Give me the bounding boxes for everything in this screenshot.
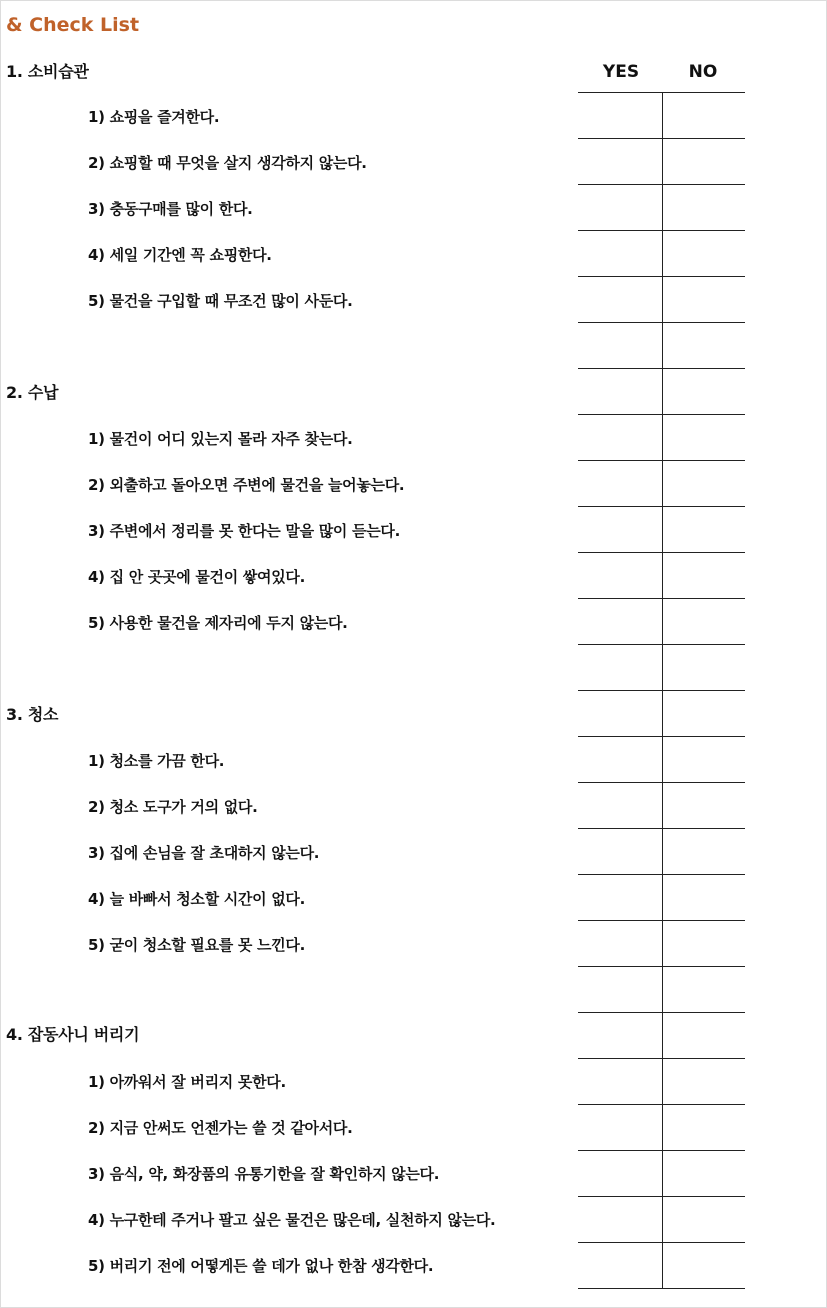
no-checkbox-cell[interactable] (662, 139, 746, 185)
checklist-item: 4) 늘 바빠서 청소할 시간이 없다. (88, 890, 305, 908)
answer-row (578, 92, 745, 139)
yes-checkbox-cell[interactable] (578, 1059, 661, 1105)
answer-row (578, 828, 745, 875)
answer-row (578, 874, 745, 921)
checklist-item: 1) 아까워서 잘 버리지 못한다. (88, 1073, 286, 1091)
yes-checkbox-cell[interactable] (578, 875, 661, 921)
no-column-header: NO (688, 62, 718, 82)
no-checkbox-cell[interactable] (662, 1151, 746, 1197)
page-title: & Check List (6, 14, 140, 36)
yes-checkbox-cell[interactable] (578, 1151, 661, 1197)
yes-checkbox-cell[interactable] (578, 461, 661, 507)
answer-row (578, 552, 745, 599)
no-checkbox-cell[interactable] (662, 185, 746, 231)
no-checkbox-cell[interactable] (662, 1059, 746, 1105)
answer-row (578, 414, 745, 461)
yes-checkbox-cell[interactable] (578, 93, 661, 139)
no-checkbox-cell[interactable] (662, 231, 746, 277)
checklist-item: 3) 집에 손님을 잘 초대하지 않는다. (88, 844, 320, 862)
checklist-item: 5) 버리기 전에 어떻게든 쓸 데가 없나 한참 생각한다. (88, 1257, 434, 1275)
yes-checkbox-cell[interactable] (578, 737, 661, 783)
answer-row (578, 138, 745, 185)
answer-row (578, 460, 745, 507)
checklist-item: 4) 누구한테 주거나 팔고 싶은 물건은 많은데, 실천하지 않는다. (88, 1211, 496, 1229)
no-checkbox-cell[interactable] (662, 1243, 746, 1289)
answer-row (578, 644, 745, 691)
answer-row (578, 1058, 745, 1105)
yes-column-header: YES (602, 62, 640, 82)
section-heading: 3. 청소 (6, 705, 59, 724)
no-checkbox-cell[interactable] (662, 507, 746, 553)
no-checkbox-cell[interactable] (662, 415, 746, 461)
no-checkbox-cell[interactable] (662, 1105, 746, 1151)
yes-checkbox-cell[interactable] (578, 645, 661, 691)
no-checkbox-cell[interactable] (662, 1013, 746, 1059)
no-checkbox-cell[interactable] (662, 875, 746, 921)
no-checkbox-cell[interactable] (662, 645, 746, 691)
checklist-item: 2) 쇼핑할 때 무엇을 살지 생각하지 않는다. (88, 154, 367, 172)
yes-checkbox-cell[interactable] (578, 1105, 661, 1151)
no-checkbox-cell[interactable] (662, 553, 746, 599)
answer-row (578, 230, 745, 277)
yes-checkbox-cell[interactable] (578, 1243, 661, 1289)
checklist-item: 4) 집 안 곳곳에 물건이 쌓여있다. (88, 568, 305, 586)
grid-bottom-border (578, 1288, 745, 1289)
checklist-item: 4) 세일 기간엔 꼭 쇼핑한다. (88, 246, 272, 264)
yes-checkbox-cell[interactable] (578, 1013, 661, 1059)
checklist-item: 5) 사용한 물건을 제자리에 두지 않는다. (88, 614, 348, 632)
answer-row (578, 276, 745, 323)
yes-checkbox-cell[interactable] (578, 277, 661, 323)
checklist-item: 5) 굳이 청소할 필요를 못 느낀다. (88, 936, 305, 954)
no-checkbox-cell[interactable] (662, 783, 746, 829)
checklist-item: 2) 외출하고 돌아오면 주변에 물건을 늘어놓는다. (88, 476, 405, 494)
yes-checkbox-cell[interactable] (578, 599, 661, 645)
answer-row (578, 736, 745, 783)
checklist-item: 2) 청소 도구가 거의 없다. (88, 798, 258, 816)
yes-checkbox-cell[interactable] (578, 921, 661, 967)
no-checkbox-cell[interactable] (662, 369, 746, 415)
section-heading: 1. 소비습관 (6, 62, 89, 81)
yes-checkbox-cell[interactable] (578, 369, 661, 415)
no-checkbox-cell[interactable] (662, 921, 746, 967)
yes-checkbox-cell[interactable] (578, 553, 661, 599)
checklist-item: 3) 음식, 약, 화장품의 유통기한을 잘 확인하지 않는다. (88, 1165, 440, 1183)
answer-row (578, 1196, 745, 1243)
answer-row (578, 920, 745, 967)
answer-row (578, 1242, 745, 1289)
answer-row (578, 1012, 745, 1059)
section-heading: 2. 수납 (6, 383, 59, 402)
yes-checkbox-cell[interactable] (578, 323, 661, 369)
no-checkbox-cell[interactable] (662, 599, 746, 645)
no-checkbox-cell[interactable] (662, 461, 746, 507)
answer-row (578, 322, 745, 369)
no-checkbox-cell[interactable] (662, 1197, 746, 1243)
answer-row (578, 506, 745, 553)
yes-checkbox-cell[interactable] (578, 139, 661, 185)
checklist-item: 5) 물건을 구입할 때 무조건 많이 사둔다. (88, 292, 353, 310)
answer-row (578, 368, 745, 415)
yes-checkbox-cell[interactable] (578, 1197, 661, 1243)
no-checkbox-cell[interactable] (662, 967, 746, 1013)
yes-checkbox-cell[interactable] (578, 967, 661, 1013)
yes-checkbox-cell[interactable] (578, 691, 661, 737)
no-checkbox-cell[interactable] (662, 277, 746, 323)
yes-checkbox-cell[interactable] (578, 507, 661, 553)
answer-row (578, 1150, 745, 1197)
yes-checkbox-cell[interactable] (578, 829, 661, 875)
answer-row (578, 1104, 745, 1151)
yes-checkbox-cell[interactable] (578, 231, 661, 277)
yes-checkbox-cell[interactable] (578, 783, 661, 829)
no-checkbox-cell[interactable] (662, 691, 746, 737)
answer-row (578, 598, 745, 645)
answer-row (578, 782, 745, 829)
checklist-item: 3) 충동구매를 많이 한다. (88, 200, 253, 218)
no-checkbox-cell[interactable] (662, 323, 746, 369)
section-heading: 4. 잡동사니 버리기 (6, 1025, 140, 1044)
no-checkbox-cell[interactable] (662, 737, 746, 783)
checklist-item: 3) 주변에서 정리를 못 한다는 말을 많이 듣는다. (88, 522, 400, 540)
answer-row (578, 966, 745, 1013)
answer-row (578, 690, 745, 737)
yes-checkbox-cell[interactable] (578, 415, 661, 461)
checklist-item: 2) 지금 안써도 언젠가는 쓸 것 같아서다. (88, 1119, 353, 1137)
checklist-item: 1) 쇼핑을 즐겨한다. (88, 108, 220, 126)
no-checkbox-cell[interactable] (662, 93, 746, 139)
answer-row (578, 184, 745, 231)
checklist-item: 1) 청소를 가끔 한다. (88, 752, 225, 770)
yes-checkbox-cell[interactable] (578, 185, 661, 231)
no-checkbox-cell[interactable] (662, 829, 746, 875)
checklist-item: 1) 물건이 어디 있는지 몰라 자주 찾는다. (88, 430, 353, 448)
